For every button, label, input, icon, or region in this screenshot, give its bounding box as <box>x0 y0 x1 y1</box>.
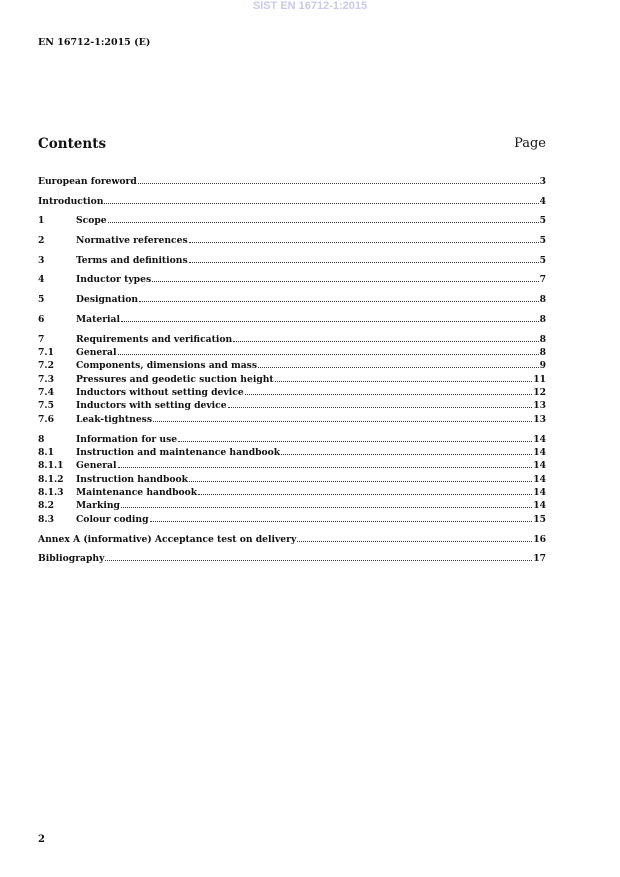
toc-entry-title: Colour coding <box>76 513 149 525</box>
toc-entry[interactable] <box>38 445 546 458</box>
toc-entry-page: 5 <box>539 254 546 266</box>
toc-entry-page: 13 <box>533 413 546 425</box>
toc-entry[interactable] <box>38 551 546 564</box>
toc-entry[interactable] <box>38 398 546 411</box>
toc-entry-page: 15 <box>533 513 546 525</box>
toc-entry[interactable] <box>38 253 546 266</box>
dot-leader <box>105 551 532 561</box>
dot-leader <box>189 253 539 263</box>
toc-entry-title: Bibliography <box>38 553 105 565</box>
toc-entry-page: 14 <box>533 446 546 458</box>
toc-entry[interactable] <box>38 213 546 226</box>
toc-group <box>38 213 546 226</box>
toc-entry-page: 9 <box>539 360 546 372</box>
toc-entry-number: 8.1.3 <box>38 487 64 499</box>
toc-entry-number: 7.6 <box>38 413 54 425</box>
page-number: 2 <box>38 834 45 845</box>
toc-entry-title: Marking <box>76 500 120 512</box>
dot-leader <box>178 432 532 442</box>
toc-group <box>38 432 546 526</box>
toc-entry-title: Information for use <box>76 433 178 445</box>
toc-entry-title: Maintenance handbook <box>76 487 198 499</box>
toc-entry-title: General <box>76 346 117 358</box>
dot-leader <box>281 445 532 455</box>
toc-entry-number: 4 <box>38 274 45 286</box>
toc-entry-title: Inductors without setting device <box>76 387 244 399</box>
toc-group <box>38 292 546 305</box>
toc-entry-title: Instruction and maintenance handbook <box>76 446 281 458</box>
dot-leader <box>153 412 532 422</box>
toc-entry-page: 16 <box>533 533 546 545</box>
dot-leader <box>233 332 538 342</box>
toc-entry-title: Components, dimensions and mass <box>76 360 258 372</box>
toc-entry-number: 5 <box>38 294 45 306</box>
toc-group <box>38 532 546 545</box>
toc-group <box>38 194 546 207</box>
toc-entry[interactable] <box>38 458 546 471</box>
dot-leader <box>118 458 533 468</box>
document-header: EN 16712-1:2015 (E) <box>38 37 151 48</box>
table-of-contents <box>38 174 546 571</box>
toc-group <box>38 174 546 187</box>
toc-entry-number: 2 <box>38 235 45 247</box>
dot-leader <box>245 385 533 395</box>
toc-entry-number: 7.1 <box>38 346 54 358</box>
toc-entry[interactable] <box>38 472 546 485</box>
watermark: SIST EN 16712-1:2015 <box>252 0 368 12</box>
toc-entry-page: 3 <box>539 176 546 187</box>
toc-entry-title: Pressures and geodetic suction height <box>76 373 274 385</box>
dot-leader <box>275 372 533 382</box>
toc-entry-page: 8 <box>539 333 546 345</box>
dot-leader <box>258 358 539 368</box>
toc-entry-title: Introduction <box>38 195 104 207</box>
toc-entry-number: 8.2 <box>38 500 54 512</box>
contents-heading: Contents <box>38 136 107 152</box>
toc-entry[interactable] <box>38 532 546 545</box>
toc-entry-page: 14 <box>533 460 546 472</box>
toc-group <box>38 312 546 325</box>
toc-entry-page: 8 <box>539 313 546 325</box>
toc-entry[interactable] <box>38 233 546 246</box>
toc-entry-page: 12 <box>533 387 546 399</box>
toc-entry-number: 8 <box>38 433 45 445</box>
toc-entry-title: European foreword <box>38 176 137 187</box>
toc-entry-number: 3 <box>38 254 45 266</box>
toc-entry-page: 11 <box>533 373 546 385</box>
toc-entry[interactable] <box>38 485 546 498</box>
toc-entry[interactable] <box>38 385 546 398</box>
dot-leader <box>121 312 539 322</box>
toc-entry[interactable] <box>38 174 546 187</box>
toc-entry[interactable] <box>38 372 546 385</box>
toc-group <box>38 253 546 266</box>
dot-leader <box>228 398 533 408</box>
toc-entry-page: 5 <box>539 235 546 247</box>
toc-group <box>38 332 546 426</box>
toc-entry-page: 14 <box>533 500 546 512</box>
toc-entry-title: Scope <box>76 215 107 227</box>
toc-group <box>38 233 546 246</box>
toc-entry-title: Material <box>76 313 120 325</box>
dot-leader <box>189 472 532 482</box>
dot-leader <box>118 345 539 355</box>
dot-leader <box>108 213 539 223</box>
toc-entry-number: 1 <box>38 215 45 227</box>
dot-leader <box>139 292 539 302</box>
toc-entry-title: Inductor types <box>76 274 152 286</box>
toc-entry[interactable] <box>38 345 546 358</box>
toc-entry-title: General <box>76 460 117 472</box>
toc-group <box>38 551 546 564</box>
dot-leader <box>150 512 533 522</box>
toc-entry-number: 7.3 <box>38 373 54 385</box>
toc-entry-title: Requirements and verification <box>76 333 233 345</box>
toc-entry-number: 8.1 <box>38 446 54 458</box>
toc-entry[interactable] <box>38 312 546 325</box>
toc-entry-title: Terms and definitions <box>76 254 188 266</box>
dot-leader <box>104 194 538 204</box>
toc-entry-page: 7 <box>539 274 546 286</box>
page-column-label: Page <box>514 136 546 151</box>
toc-entry-number: 7.5 <box>38 400 54 412</box>
dot-leader <box>121 498 532 508</box>
dot-leader <box>152 272 538 282</box>
toc-entry-page: 8 <box>539 294 546 306</box>
toc-entry[interactable] <box>38 498 546 511</box>
toc-entry-title: Normative references <box>76 235 188 247</box>
toc-entry[interactable] <box>38 292 546 305</box>
toc-entry[interactable] <box>38 432 546 445</box>
dot-leader <box>138 174 539 184</box>
toc-entry-number: 8.3 <box>38 513 54 525</box>
toc-entry[interactable] <box>38 512 546 525</box>
toc-entry-number: 7.2 <box>38 360 54 372</box>
toc-entry-page: 14 <box>533 487 546 499</box>
dot-leader <box>189 233 539 243</box>
dot-leader <box>198 485 532 495</box>
toc-entry-number: 6 <box>38 313 45 325</box>
toc-entry[interactable] <box>38 412 546 425</box>
toc-entry-number: 8.1.2 <box>38 473 64 485</box>
toc-entry-title: Inductors with setting device <box>76 400 227 412</box>
toc-entry-title: Annex A (informative) Acceptance test on delivery <box>38 533 297 545</box>
toc-entry-page: 13 <box>533 400 546 412</box>
toc-entry-number: 7.4 <box>38 387 54 399</box>
toc-entry-page: 8 <box>539 346 546 358</box>
toc-entry-page: 14 <box>533 433 546 445</box>
toc-group <box>38 272 546 285</box>
toc-entry[interactable] <box>38 358 546 371</box>
toc-entry[interactable] <box>38 332 546 345</box>
toc-entry-title: Designation <box>76 294 139 306</box>
toc-entry-title: Leak-tightness <box>76 413 153 425</box>
toc-entry-page: 4 <box>539 195 546 207</box>
toc-entry-number: 7 <box>38 333 45 345</box>
toc-entry-number: 8.1.1 <box>38 460 64 472</box>
toc-entry[interactable] <box>38 194 546 207</box>
toc-entry-page: 17 <box>533 553 546 565</box>
toc-entry-title: Instruction handbook <box>76 473 189 485</box>
toc-entry-page: 14 <box>533 473 546 485</box>
toc-entry-page: 5 <box>539 215 546 227</box>
toc-entry[interactable] <box>38 272 546 285</box>
dot-leader <box>297 532 532 542</box>
